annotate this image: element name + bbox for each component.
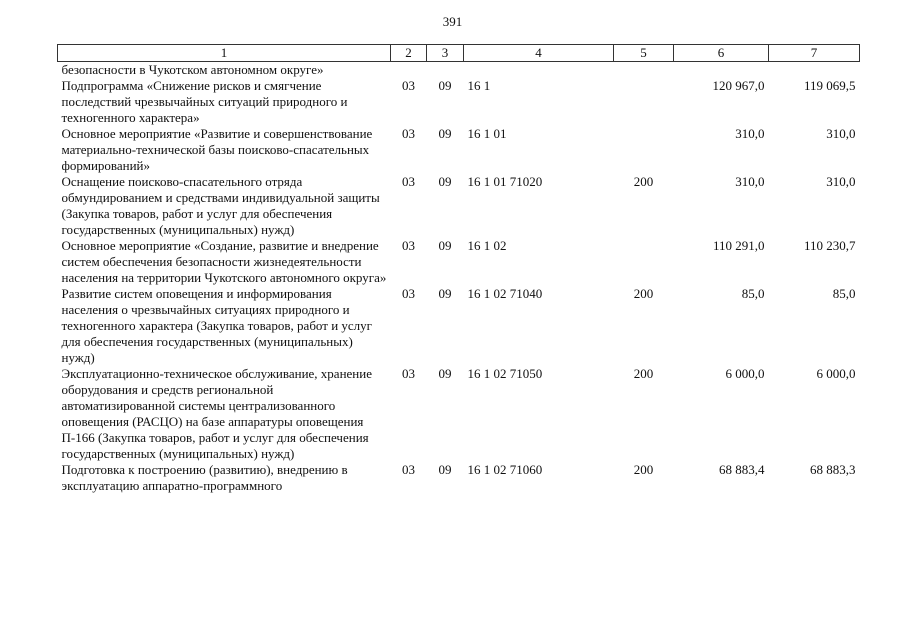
table-row: [58, 78, 860, 126]
row-amount-1: 120 967,0: [712, 78, 765, 93]
row-name: Оснащение поисково-спасательного отряда обмундированием и средствами индивидуальной защиты (Закупка товаров, работ и услуг для обеспечения государственных (муниципальных) нужд): [61, 174, 380, 237]
row-target-code: 16 1 02: [467, 238, 507, 253]
table-header-row: [58, 45, 860, 62]
row-section: 03: [402, 238, 415, 253]
budget-table: [57, 44, 860, 494]
row-target-code: 16 1 02 71050: [467, 366, 543, 381]
row-target-code: 16 1 02 71040: [467, 286, 543, 301]
row-amount-1: 68 883,4: [719, 462, 765, 477]
table-row: [58, 366, 860, 462]
row-expense-type: [614, 78, 674, 126]
row-name: Основное мероприятие «Развитие и совершенствование материально-технической базы поисково-спасательных формирований»: [61, 126, 373, 173]
row-amount-2: [769, 62, 860, 79]
row-section: [391, 62, 427, 79]
row-section: 03: [402, 78, 415, 93]
row-amount-2: 6 000,0: [816, 366, 856, 381]
row-amount-2: 310,0: [826, 126, 856, 141]
row-amount-1: 310,0: [735, 174, 765, 189]
row-target-code: 16 1: [467, 78, 491, 93]
row-subsection: [427, 62, 464, 79]
table-row: [58, 62, 860, 79]
row-name: Подпрограмма «Снижение рисков и смягчение последствий чрезвычайных ситуаций природного и техногенного характера»: [61, 78, 348, 125]
row-target-code: [464, 62, 614, 79]
row-subsection: 09: [438, 286, 452, 301]
table-row: [58, 238, 860, 286]
table-row: [58, 286, 860, 366]
row-section: 03: [402, 462, 415, 477]
row-amount-1: 6 000,0: [725, 366, 765, 381]
row-target-code: 16 1 01: [467, 126, 507, 141]
row-amount-1: 110 291,0: [712, 238, 765, 253]
row-section: 03: [402, 174, 415, 189]
row-amount-2: 110 230,7: [803, 238, 856, 253]
row-expense-type: 200: [633, 366, 654, 381]
header-col-4: 4: [464, 45, 614, 62]
header-col-2: 2: [391, 45, 427, 62]
header-col-1: 1: [58, 45, 391, 62]
row-name: Эксплуатационно-техническое обслуживание, хранение оборудования и средств региональной автоматизированной системы централизованного оповещения (РАСЦО) на базе аппаратуры оповещения П-166 (Закупка товаров, работ и услуг для обеспечения государственных (муниципальных) нужд): [61, 366, 372, 461]
row-section: 03: [402, 366, 415, 381]
row-subsection: 09: [438, 462, 452, 477]
table-row: [58, 462, 860, 494]
row-name: Подготовка к построению (развитию), внедрению в эксплуатацию аппаратно-программного: [61, 462, 348, 493]
row-subsection: 09: [438, 126, 452, 141]
row-subsection: 09: [438, 78, 452, 93]
row-target-code: 16 1 01 71020: [467, 174, 543, 189]
row-subsection: 09: [438, 174, 452, 189]
header-col-5: 5: [614, 45, 674, 62]
row-expense-type: [614, 238, 674, 286]
row-amount-2: 119 069,5: [803, 78, 856, 93]
row-subsection: 09: [438, 238, 452, 253]
page-number: 391: [442, 14, 463, 29]
row-expense-type: 200: [633, 174, 654, 189]
row-target-code: 16 1 02 71060: [467, 462, 543, 477]
table-row: [58, 126, 860, 174]
header-col-3: 3: [427, 45, 464, 62]
row-expense-type: [614, 62, 674, 79]
row-amount-1: 85,0: [741, 286, 765, 301]
row-section: 03: [402, 286, 415, 301]
row-amount-1: [674, 62, 769, 79]
row-amount-2: 85,0: [832, 286, 856, 301]
row-name: безопасности в Чукотском автономном округе»: [61, 62, 324, 77]
header-col-7: 7: [769, 45, 860, 62]
row-name: Основное мероприятие «Создание, развитие и внедрение систем обеспечения безопасности жизнедеятельности населения на территории Чукотского автономного округа»: [61, 238, 387, 285]
table-row: [58, 174, 860, 238]
row-expense-type: 200: [633, 286, 654, 301]
row-amount-1: 310,0: [735, 126, 765, 141]
header-col-6: 6: [674, 45, 769, 62]
row-expense-type: 200: [633, 462, 654, 477]
row-section: 03: [402, 126, 415, 141]
row-amount-2: 68 883,3: [810, 462, 856, 477]
row-name: Развитие систем оповещения и информирования населения о чрезвычайных ситуациях природного и техногенного характера (Закупка товаров, работ и услуг для обеспечения государственных (муниципальных) нужд): [61, 286, 372, 365]
row-subsection: 09: [438, 366, 452, 381]
row-amount-2: 310,0: [826, 174, 856, 189]
row-expense-type: [614, 126, 674, 174]
